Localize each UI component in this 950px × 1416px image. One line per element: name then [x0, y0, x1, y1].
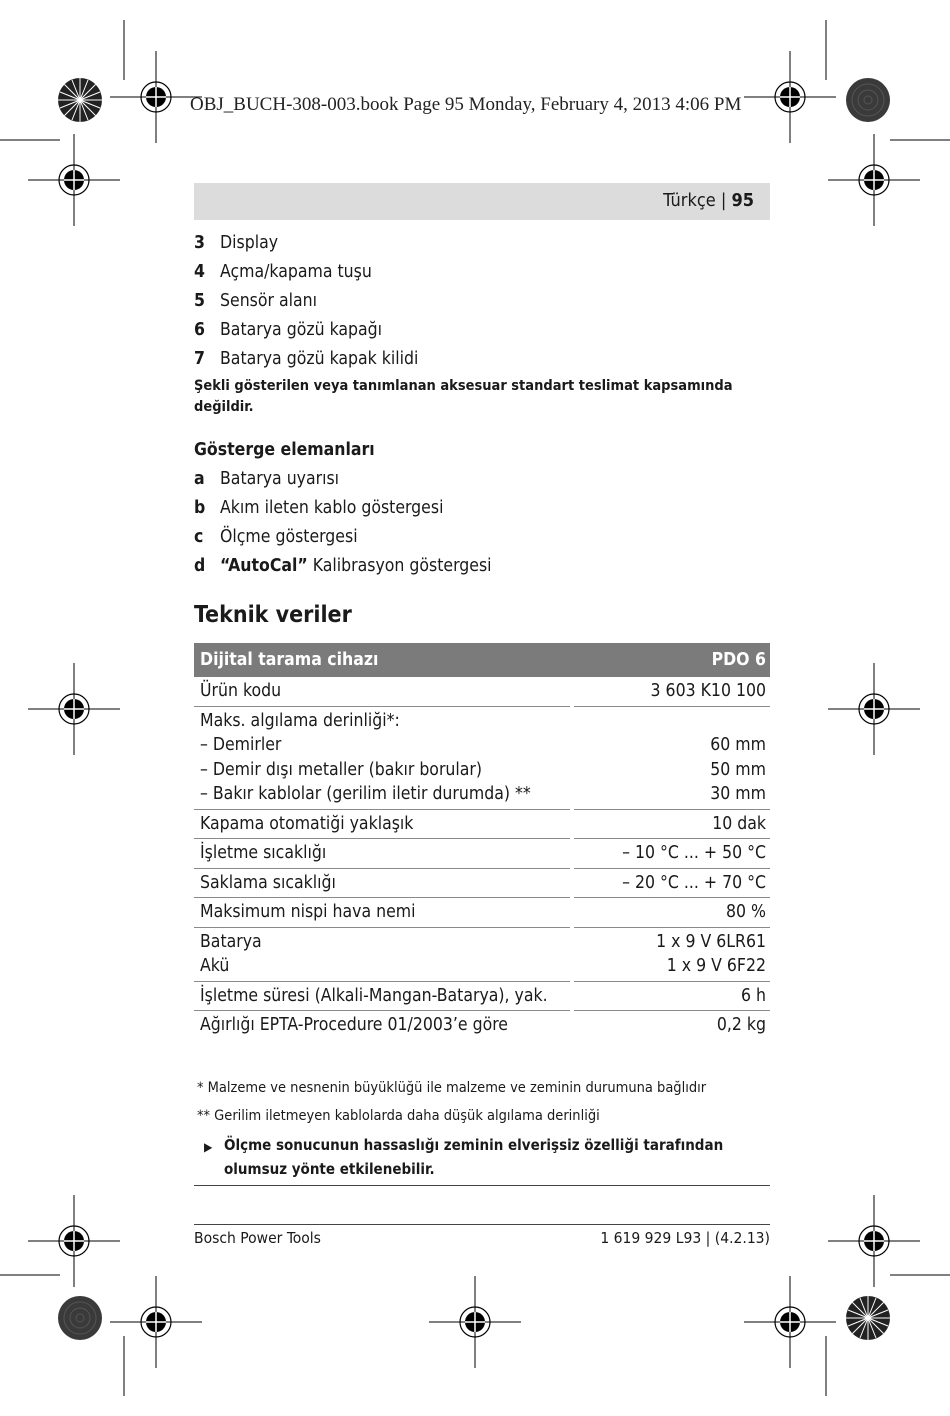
table-row: Saklama sıcaklığı – 20 °C ... + 70 °C — [194, 868, 770, 898]
list-item: 7 Batarya gözü kapak kilidi — [194, 349, 419, 369]
table-header-value: PDO 6 — [572, 643, 770, 677]
display-heading: Gösterge elemanları — [194, 440, 375, 460]
footnote-2: ** Gerilim iletmeyen kablolarda daha düşük algılama derinliği — [197, 1108, 600, 1124]
table-row: İşletme süresi (Alkali-Mangan-Batarya), yak. 6 h — [194, 981, 770, 1011]
table-row: Maksimum nispi hava nemi 80 % — [194, 898, 770, 928]
list-item: d “AutoCal” Kalibrasyon göstergesi — [194, 556, 492, 576]
footer-divider — [194, 1224, 770, 1225]
table-row: Ürün kodu 3 603 K10 100 — [194, 677, 770, 706]
language-name: Türkçe — [663, 190, 716, 211]
list-item: a Batarya uyarısı — [194, 469, 340, 489]
display-items-list — [194, 465, 492, 581]
table-row: Batarya Akü 1 x 9 V 6LR61 1 x 9 V 6F22 — [194, 927, 770, 981]
list-item: 5 Sensör alanı — [194, 291, 317, 311]
section-divider — [194, 1185, 770, 1186]
list-item: 3 Display — [194, 233, 279, 253]
warning-note — [200, 1133, 770, 1181]
table-header-row — [194, 643, 770, 677]
table-row: Maks. algılama derinliği*: – Demirler – Demir dışı metaller (bakır borular) – Bakır kablolar (gerilim iletir durumda) ** 60 mm 50 mm 30 mm — [194, 706, 770, 809]
triangle-right-icon: ▶ — [204, 1140, 213, 1154]
parts-list — [194, 229, 418, 374]
table-header-label: Dijital tarama cihazı — [194, 643, 572, 677]
footer-doc-number: 1 619 929 L93 | (4.2.13) — [600, 1229, 770, 1247]
list-item: 6 Batarya gözü kapağı — [194, 320, 383, 340]
list-item: c Ölçme göstergesi — [194, 527, 358, 547]
footnote-1: * Malzeme ve nesnenin büyüklüğü ile malzeme ve zeminin durumuna bağlıdır — [197, 1080, 707, 1096]
footer-publisher: Bosch Power Tools — [194, 1229, 321, 1247]
spec-table — [194, 643, 770, 1040]
book-header: OBJ_BUCH-308-003.book Page 95 Monday, February 4, 2013 4:06 PM — [190, 94, 742, 115]
accessory-note: Şekli gösterilen veya tanımlanan aksesuar standart teslimat kapsamında değildir. — [194, 378, 733, 415]
page-number: 95 — [731, 190, 754, 211]
list-item: b Akım ileten kablo göstergesi — [194, 498, 444, 518]
language-bar — [194, 183, 770, 220]
list-item: 4 Açma/kapama tuşu — [194, 262, 372, 282]
table-row: İşletme sıcaklığı – 10 °C ... + 50 °C — [194, 839, 770, 869]
table-row: Ağırlığı EPTA-Procedure 01/2003’e göre 0,2 kg — [194, 1011, 770, 1040]
language-page-label: Türkçe | 95 — [663, 190, 754, 211]
warning-text: Ölçme sonucunun hassaslığı zeminin elverişsiz özelliği tarafından olumsuz yönte etkilenebilir. — [224, 1136, 724, 1178]
technical-data-heading: Teknik veriler — [194, 602, 352, 628]
table-row: Kapama otomatiği yaklaşık 10 dak — [194, 809, 770, 839]
